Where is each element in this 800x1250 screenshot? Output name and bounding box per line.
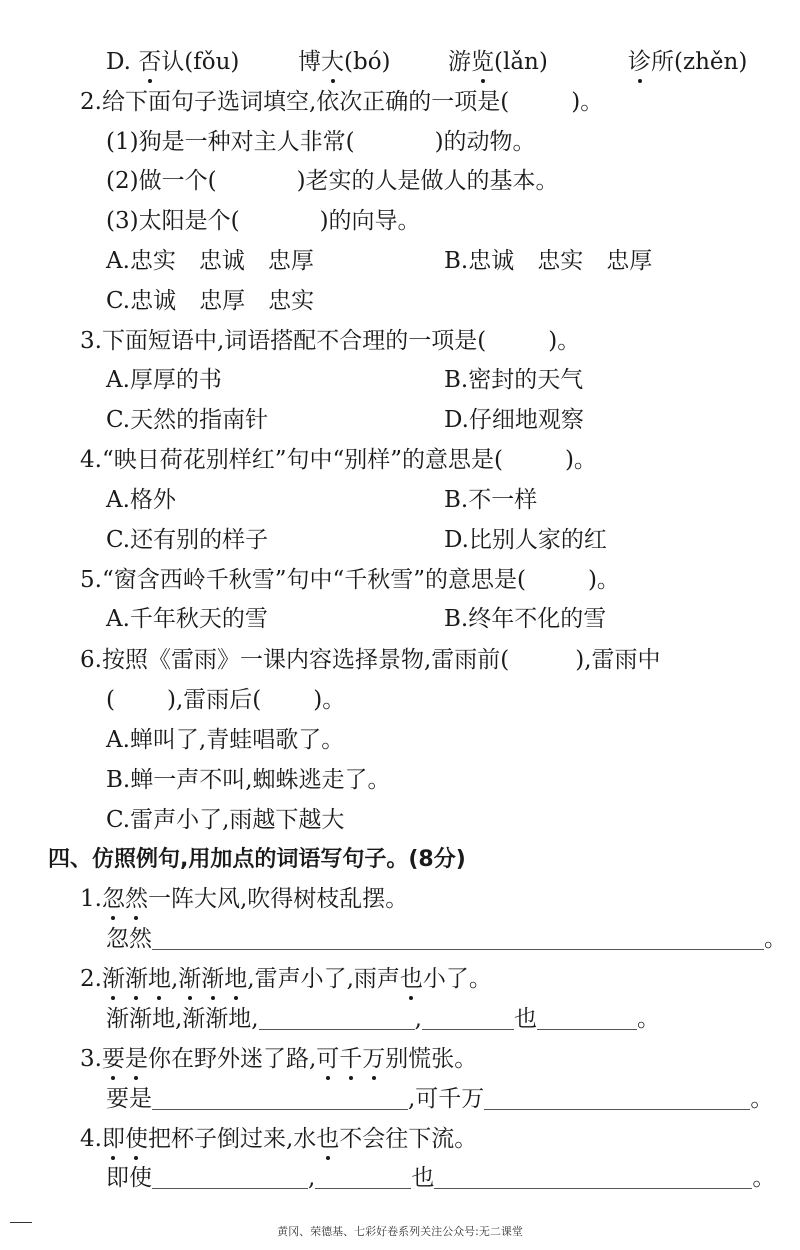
- s4-answer: 即使 , 也 。: [106, 1165, 776, 1191]
- dotted-char: 地: [224, 966, 248, 992]
- q6-option-c: C.雷声小了,雨越下越大: [106, 807, 345, 833]
- q4-stem: 4.“映日荷花别样红”句中“别样”的意思是( )。: [80, 447, 597, 473]
- q1-option-d: D. 否认(fǒu): [106, 49, 240, 75]
- dotted-char: 即: [101, 1126, 125, 1152]
- q6-stem-line2: ( ),雷雨后( )。: [106, 687, 346, 713]
- dotted-char: 是: [124, 1046, 148, 1072]
- dotted-char: 渐: [201, 966, 225, 992]
- dotted-char: 渐: [178, 966, 202, 992]
- q3-option-a: A.厚厚的书: [106, 367, 222, 393]
- dotted-char: 千: [339, 1046, 363, 1072]
- q4-option-d: D.比别人家的红: [444, 527, 607, 553]
- dotted-char: 也: [399, 966, 423, 992]
- section-4-heading: 四、仿照例句,用加点的词语写句子。(8分): [48, 847, 466, 872]
- answer-blank[interactable]: [422, 1005, 514, 1030]
- q1-d-pair-2: 博大(bó): [298, 49, 391, 75]
- dotted-char: 大: [321, 49, 344, 75]
- q4-option-a: A.格外: [106, 487, 176, 513]
- q2-option-c: C.忠诚 忠厚 忠实: [106, 288, 315, 314]
- q2-item-2: (2)做一个( )老实的人是做人的基本。: [106, 168, 559, 194]
- page-footer: 黄冈、荣德基、七彩好卷系列关注公众号:无二课堂: [277, 1225, 523, 1238]
- q6-option-b: B.蝉一声不叫,蜘蛛逃走了。: [106, 767, 391, 793]
- s2-answer: 渐渐地,渐渐地, , 也 。: [106, 1006, 660, 1032]
- dotted-char: 忽: [101, 886, 125, 912]
- q3-option-b: B.密封的天气: [444, 367, 584, 393]
- dotted-char: 渐: [124, 966, 148, 992]
- q5-option-a: A.千年秋天的雪: [106, 606, 268, 632]
- dotted-char: 可: [316, 1046, 340, 1072]
- q2-item-3: (3)太阳是个( )的向导。: [106, 208, 421, 234]
- dotted-word: [178, 966, 247, 992]
- answer-blank[interactable]: [537, 1005, 637, 1030]
- q3-stem: 3.下面短语中,词语搭配不合理的一项是( )。: [80, 328, 581, 354]
- dotted-word: [316, 1046, 385, 1072]
- q5-option-b: B.终年不化的雪: [444, 606, 607, 632]
- s1-example: 1.忽然一阵大风,吹得树枝乱摆。: [80, 886, 409, 912]
- dotted-char: 渐: [101, 966, 125, 992]
- q6-stem-line1: 6.按照《雷雨》一课内容选择景物,雷雨前( ),雷雨中: [80, 647, 661, 673]
- q1-d-pair-4: 诊所(zhěn): [628, 49, 748, 75]
- q6-option-a: A.蝉叫了,青蛙唱歌了。: [106, 727, 345, 753]
- dotted-char: 然: [124, 886, 148, 912]
- q1-d-pair-3: 游览(lǎn): [448, 49, 548, 75]
- answer-blank[interactable]: [152, 1085, 408, 1110]
- answer-blank[interactable]: [152, 925, 764, 950]
- answer-blank[interactable]: [315, 1164, 411, 1189]
- dotted-char: 地: [147, 966, 171, 992]
- q3-option-c: C.天然的指南针: [106, 407, 269, 433]
- q5-stem: 5.“窗含西岭千秋雪”句中“千秋雪”的意思是( )。: [80, 567, 620, 593]
- dotted-char: 也: [316, 1126, 340, 1152]
- dotted-char: 览: [471, 49, 494, 75]
- dotted-char: 诊: [628, 49, 651, 75]
- s3-example: 3.要是你在野外迷了路,可千万别慌张。: [80, 1046, 478, 1072]
- dotted-word: [102, 966, 171, 992]
- dotted-word: [102, 1126, 148, 1152]
- dotted-char: 要: [101, 1046, 125, 1072]
- q2-option-b: B.忠诚 忠实 忠厚: [444, 248, 653, 274]
- answer-blank[interactable]: [152, 1164, 308, 1189]
- q4-option-b: B.不一样: [444, 487, 538, 513]
- dotted-word: [102, 1046, 148, 1072]
- q2-stem: 2.给下面句子选词填空,依次正确的一项是( )。: [80, 89, 604, 115]
- q2-item-1: (1)狗是一种对主人非常( )的动物。: [106, 129, 536, 155]
- answer-blank[interactable]: [434, 1164, 752, 1189]
- dotted-char: 万: [362, 1046, 386, 1072]
- s2-example: 2.渐渐地,渐渐地,雷声小了,雨声也小了。: [80, 966, 492, 992]
- s3-answer: 要是 ,可千万 。: [106, 1086, 774, 1112]
- q3-option-d: D.仔细地观察: [444, 407, 584, 433]
- answer-blank[interactable]: [259, 1005, 415, 1030]
- q2-option-a: A.忠实 忠诚 忠厚: [106, 248, 314, 274]
- dotted-char: 否: [138, 49, 162, 75]
- q4-option-c: C.还有别的样子: [106, 527, 269, 553]
- s4-example: 4.即使把杯子倒过来,水也不会往下流。: [80, 1126, 478, 1152]
- s1-answer: 忽然 。: [106, 926, 787, 952]
- dotted-char: 使: [124, 1126, 148, 1152]
- answer-blank[interactable]: [484, 1085, 750, 1110]
